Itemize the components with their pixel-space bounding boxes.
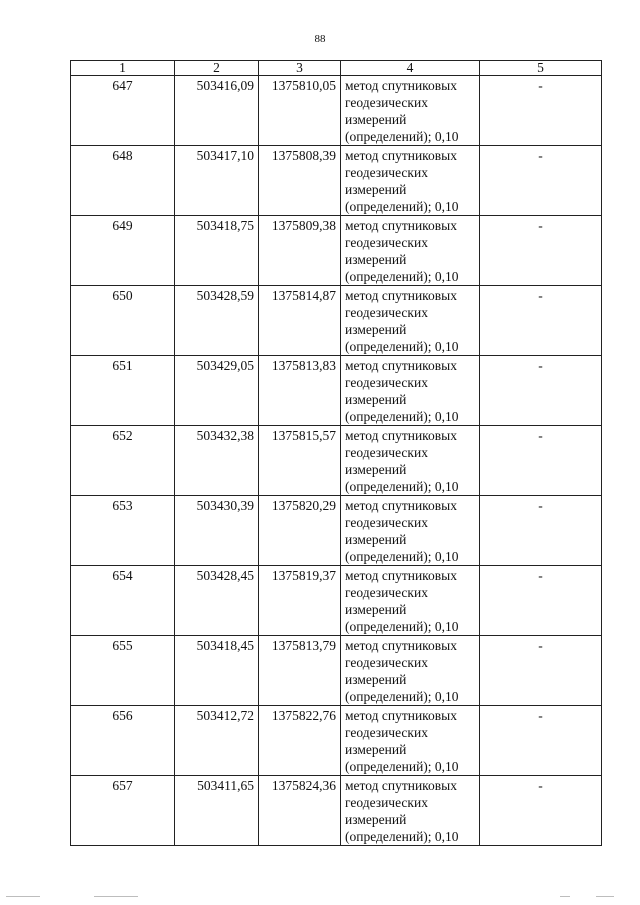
header-col-5: 5	[480, 61, 602, 76]
point-number-cell: 649	[71, 216, 175, 286]
point-number-cell: 657	[71, 776, 175, 846]
y-coordinate-cell: 1375820,29	[259, 496, 341, 566]
table-row	[71, 496, 602, 566]
table-row	[71, 76, 602, 146]
page-number: 88	[314, 33, 326, 45]
note-cell: -	[480, 76, 602, 146]
note-cell: -	[480, 566, 602, 636]
table-row	[71, 356, 602, 426]
table-row	[71, 776, 602, 846]
x-coordinate-cell: 503418,45	[175, 636, 259, 706]
y-coordinate-cell: 1375815,57	[259, 426, 341, 496]
x-coordinate-cell: 503428,45	[175, 566, 259, 636]
method-accuracy-cell: метод спутниковых геодезических измерений (определений); 0,10	[341, 356, 480, 426]
x-coordinate-cell: 503417,10	[175, 146, 259, 216]
header-col-4: 4	[341, 61, 480, 76]
y-coordinate-cell: 1375809,38	[259, 216, 341, 286]
y-coordinate-cell: 1375810,05	[259, 76, 341, 146]
x-coordinate-cell: 503412,72	[175, 706, 259, 776]
x-coordinate-cell: 503416,09	[175, 76, 259, 146]
x-coordinate-cell: 503428,59	[175, 286, 259, 356]
method-accuracy-cell: метод спутниковых геодезических измерений (определений); 0,10	[341, 426, 480, 496]
table-row	[71, 426, 602, 496]
method-accuracy-cell: метод спутниковых геодезических измерений (определений); 0,10	[341, 636, 480, 706]
table-header-row	[71, 61, 602, 76]
table-row	[71, 146, 602, 216]
note-cell: -	[480, 636, 602, 706]
note-cell: -	[480, 286, 602, 356]
x-coordinate-cell: 503411,65	[175, 776, 259, 846]
x-coordinate-cell: 503418,75	[175, 216, 259, 286]
note-cell: -	[480, 426, 602, 496]
point-number-cell: 647	[71, 76, 175, 146]
note-cell: -	[480, 776, 602, 846]
table-row	[71, 636, 602, 706]
header-col-3: 3	[259, 61, 341, 76]
coordinates-table	[70, 60, 602, 846]
footer-scan-marks	[0, 896, 640, 900]
method-accuracy-cell: метод спутниковых геодезических измерений (определений); 0,10	[341, 146, 480, 216]
method-accuracy-cell: метод спутниковых геодезических измерений (определений); 0,10	[341, 216, 480, 286]
note-cell: -	[480, 706, 602, 776]
y-coordinate-cell: 1375824,36	[259, 776, 341, 846]
header-col-1: 1	[71, 61, 175, 76]
method-accuracy-cell: метод спутниковых геодезических измерений (определений); 0,10	[341, 76, 480, 146]
y-coordinate-cell: 1375814,87	[259, 286, 341, 356]
table-row	[71, 216, 602, 286]
point-number-cell: 655	[71, 636, 175, 706]
method-accuracy-cell: метод спутниковых геодезических измерений (определений); 0,10	[341, 706, 480, 776]
x-coordinate-cell: 503430,39	[175, 496, 259, 566]
point-number-cell: 651	[71, 356, 175, 426]
table-row	[71, 286, 602, 356]
point-number-cell: 656	[71, 706, 175, 776]
note-cell: -	[480, 356, 602, 426]
x-coordinate-cell: 503432,38	[175, 426, 259, 496]
y-coordinate-cell: 1375819,37	[259, 566, 341, 636]
y-coordinate-cell: 1375808,39	[259, 146, 341, 216]
note-cell: -	[480, 496, 602, 566]
header-col-2: 2	[175, 61, 259, 76]
method-accuracy-cell: метод спутниковых геодезических измерений (определений); 0,10	[341, 566, 480, 636]
y-coordinate-cell: 1375822,76	[259, 706, 341, 776]
point-number-cell: 653	[71, 496, 175, 566]
method-accuracy-cell: метод спутниковых геодезических измерений (определений); 0,10	[341, 776, 480, 846]
method-accuracy-cell: метод спутниковых геодезических измерений (определений); 0,10	[341, 496, 480, 566]
point-number-cell: 650	[71, 286, 175, 356]
y-coordinate-cell: 1375813,83	[259, 356, 341, 426]
table-row	[71, 566, 602, 636]
note-cell: -	[480, 146, 602, 216]
method-accuracy-cell: метод спутниковых геодезических измерений (определений); 0,10	[341, 286, 480, 356]
x-coordinate-cell: 503429,05	[175, 356, 259, 426]
point-number-cell: 654	[71, 566, 175, 636]
point-number-cell: 652	[71, 426, 175, 496]
y-coordinate-cell: 1375813,79	[259, 636, 341, 706]
point-number-cell: 648	[71, 146, 175, 216]
table-row	[71, 706, 602, 776]
note-cell: -	[480, 216, 602, 286]
